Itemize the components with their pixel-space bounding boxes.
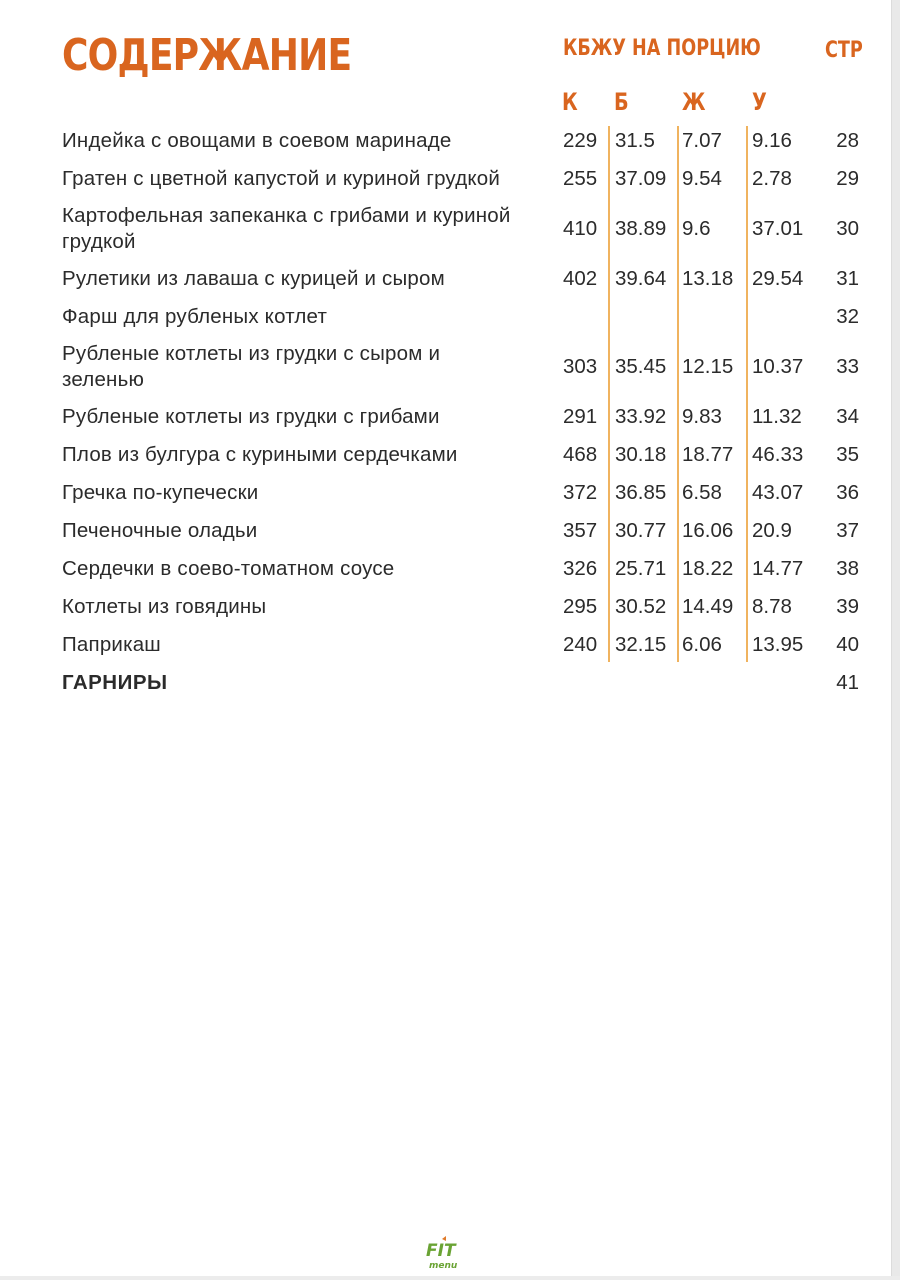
- page-number: 41: [836, 671, 859, 694]
- page-number: 30: [836, 217, 859, 240]
- protein-value: 32.15: [615, 633, 667, 656]
- recipe-name: Рубленые котлеты из грудки с сыром и зеленью: [62, 342, 441, 391]
- carbs-value: 9.16: [752, 129, 792, 152]
- page-number: 28: [836, 129, 859, 152]
- section-name: ГАРНИРЫ: [62, 671, 168, 694]
- logo-text: FIT: [426, 1241, 456, 1261]
- page-number: 35: [836, 443, 859, 466]
- contents-row[interactable]: [0, 436, 900, 474]
- carbs-value: 43.07: [752, 481, 804, 504]
- contents-row[interactable]: [0, 398, 900, 436]
- page-number: 38: [836, 557, 859, 580]
- carbs-value: 37.01: [752, 217, 804, 240]
- logo-subtext: menu: [429, 1261, 458, 1271]
- contents-row[interactable]: [0, 122, 900, 160]
- carbs-value: 8.78: [752, 595, 792, 618]
- page-number: 33: [836, 355, 859, 378]
- fat-value: 16.06: [682, 519, 734, 542]
- kbju-header: КБЖУ НА ПОРЦИЮ: [563, 36, 761, 61]
- contents-row[interactable]: [0, 336, 900, 398]
- calories-value: 303: [563, 355, 598, 378]
- contents-row[interactable]: [0, 588, 900, 626]
- calories-value: 229: [563, 129, 598, 152]
- carbs-value: 46.33: [752, 443, 804, 466]
- recipe-name: Паприкаш: [62, 633, 161, 656]
- column-header-carbs: У: [752, 88, 767, 116]
- calories-value: 240: [563, 633, 598, 656]
- contents-row-section[interactable]: [0, 664, 900, 702]
- calories-value: 255: [563, 167, 598, 190]
- calories-value: 468: [563, 443, 598, 466]
- fat-value: 18.77: [682, 443, 734, 466]
- page-title: СОДЕРЖАНИЕ: [62, 30, 352, 81]
- carbs-value: 14.77: [752, 557, 804, 580]
- calories-value: 326: [563, 557, 598, 580]
- protein-value: 36.85: [615, 481, 667, 504]
- calories-value: 357: [563, 519, 598, 542]
- fat-value: 9.54: [682, 167, 722, 190]
- protein-value: 30.52: [615, 595, 667, 618]
- recipe-name: Рубленые котлеты из грудки с грибами: [62, 405, 440, 428]
- fat-value: 13.18: [682, 267, 734, 290]
- fat-value: 6.06: [682, 633, 722, 656]
- recipe-name: Печеночные оладьи: [62, 519, 258, 542]
- carbs-value: 11.32: [752, 405, 802, 428]
- protein-value: 38.89: [615, 217, 667, 240]
- calories-value: 291: [563, 405, 598, 428]
- carbs-value: 10.37: [752, 355, 804, 378]
- contents-row[interactable]: [0, 626, 900, 664]
- protein-value: 30.77: [615, 519, 667, 542]
- page-number: 37: [836, 519, 859, 542]
- calories-value: 372: [563, 481, 598, 504]
- fat-value: 7.07: [682, 129, 722, 152]
- fat-value: 9.83: [682, 405, 722, 428]
- recipe-name: Индейка с овощами в соевом маринаде: [62, 129, 452, 152]
- protein-value: 25.71: [615, 557, 667, 580]
- contents-row[interactable]: [0, 298, 900, 336]
- fat-value: 18.22: [682, 557, 734, 580]
- column-header-protein: Б: [614, 88, 629, 116]
- recipe-name: Котлеты из говядины: [62, 595, 267, 618]
- protein-value: 35.45: [615, 355, 667, 378]
- fit-menu-logo: [422, 1236, 468, 1272]
- fat-value: 14.49: [682, 595, 734, 618]
- protein-value: 30.18: [615, 443, 667, 466]
- fat-value: 12.15: [682, 355, 734, 378]
- page-number: 39: [836, 595, 859, 618]
- contents-row[interactable]: [0, 260, 900, 298]
- contents-row[interactable]: [0, 198, 900, 260]
- carbs-value: 20.9: [752, 519, 792, 542]
- calories-value: 410: [563, 217, 598, 240]
- page-number-header: СТР: [825, 38, 863, 63]
- protein-value: 31.5: [615, 129, 655, 152]
- recipe-name: Плов из булгура с куриными сердечками: [62, 443, 458, 466]
- contents-row[interactable]: [0, 512, 900, 550]
- protein-value: 37.09: [615, 167, 667, 190]
- page-number: 29: [836, 167, 859, 190]
- recipe-name: Сердечки в соево-томатном соусе: [62, 557, 395, 580]
- recipe-name: Гратен с цветной капустой и куриной грудкой: [62, 167, 501, 190]
- column-header-fat: Ж: [682, 88, 706, 116]
- page-number: 34: [836, 405, 859, 428]
- page-number: 36: [836, 481, 859, 504]
- contents-row[interactable]: [0, 160, 900, 198]
- protein-value: 39.64: [615, 267, 667, 290]
- calories-value: 295: [563, 595, 598, 618]
- recipe-name: Рулетики из лаваша с курицей и сыром: [62, 267, 445, 290]
- recipe-name: Гречка по-купечески: [62, 481, 259, 504]
- contents-row[interactable]: [0, 550, 900, 588]
- page-number: 31: [836, 267, 859, 290]
- calories-value: 402: [563, 267, 598, 290]
- page-number: 40: [836, 633, 859, 656]
- column-header-calories: К: [562, 88, 578, 116]
- carbs-value: 13.95: [752, 633, 804, 656]
- contents-table: [0, 122, 900, 702]
- page-edge-bottom: [0, 1276, 900, 1280]
- contents-row[interactable]: [0, 474, 900, 512]
- fat-value: 9.6: [682, 217, 711, 240]
- carbs-value: 29.54: [752, 267, 804, 290]
- protein-value: 33.92: [615, 405, 667, 428]
- recipe-name: Фарш для рубленых котлет: [62, 305, 328, 328]
- carbs-value: 2.78: [752, 167, 792, 190]
- recipe-name: Картофельная запеканка с грибами и куриной грудкой: [62, 204, 511, 253]
- fat-value: 6.58: [682, 481, 722, 504]
- page-number: 32: [836, 305, 859, 328]
